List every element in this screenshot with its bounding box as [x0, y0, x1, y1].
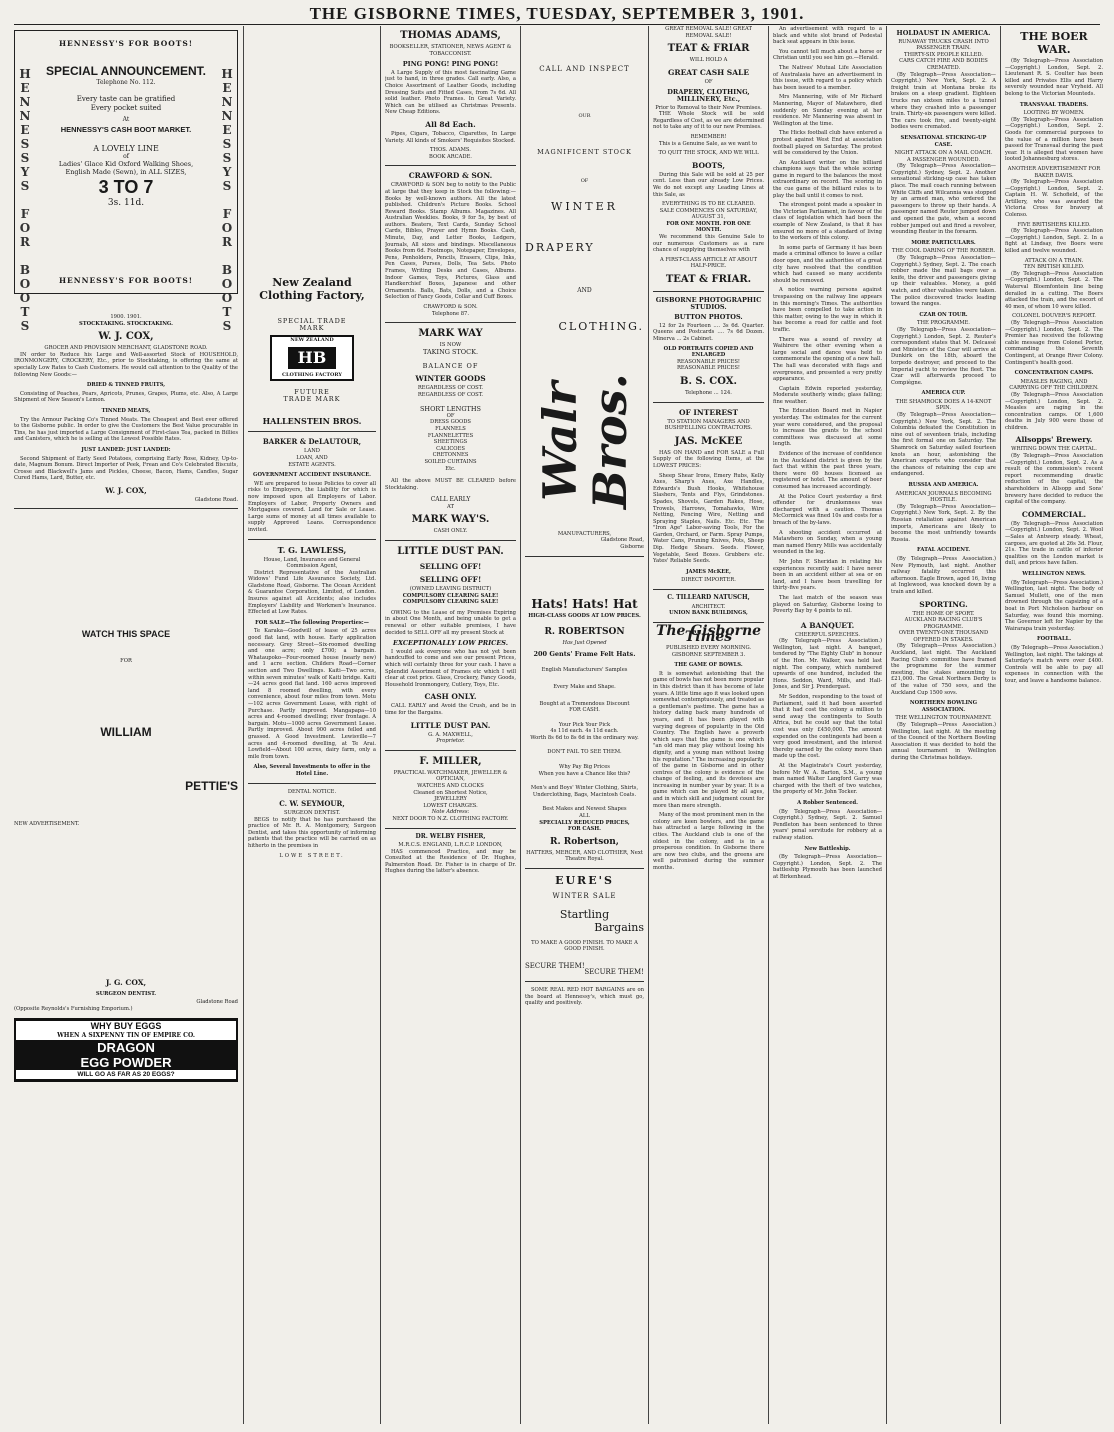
- robber-sentenced: A Robber Sentenced.: [797, 799, 858, 806]
- northern-bowling: NORTHERN BOWLING ASSOCIATION.: [909, 700, 978, 713]
- cheerful-speeches: CHEERFUL SPEECHES.: [795, 631, 860, 638]
- column-news-3: THE BOER WAR. (By Telegraph—Press Association—Copyright.) London, Sept. 2. Lieutenant R. S. Coulter has been killed and Privates Ellis and Harry severely wounded near Vryheid. All belong to the Victorian Mounteds. TRANSVAAL TRADERS. LOOTING BY WOMEN. (By Telegraph—Press Association—Copyright.) London, Sept. 2. Goods for commercial purposes to the value of a million have been passed for Transvaal during the past year. It is alleged that women have looted Johannesburg stores. ANOTHER ADVERTISEMENT FOR BAKER DAVIS. (By Telegraph—Press Association—Copyright.) London, Sept. 2. Captain H. W. Schofield, of the Artillery, who was awarded the Victoria Cross for bravery at Colenso. FIVE BRITISHERS KILLED. (By Telegraph—Press Association—Copyright.) London, Sept. 2. In a fight at Lindsay, five Boers were killed and twelve wounded. ATTACK ON A TRAIN. TEN BRITISH KILLED. (By Telegraph—Press Association—Copyright.) London, Sept. 2. The Waterval Bloemfontein line being derailed in a cutting. The Boers attacked the train, and the escort of 40 men, of whom 10 were killed. COLONEL DOUVER'S REPORT. (By Telegraph—Press Association—Copyright.) London, Sept. 2. The Premier has received the following cable message from Colonel Porter, commanding the Seventh Contingent, at Orange River Colony. Contingent's health good. CONCENTRATION CAMPS. MEASLES RAGING, AND CARRYING OFF THE CHILDREN. (By Telegraph—Press Association—Copyright.) London, Sept. 2. Measles are raging in the concentration camps. Of 1,600 deaths in July 900 were those of children. Allsopps' Brewery. WRITING DOWN THE CAPITAL. (By Telegraph—Press Association—Copyright.) London, Sept. 2. As a result of the commission's recent report recommending drastic reduction of the capital, the shareholders in Allsopp and Sons' brewery have decided to reduce the capital of the company. COMMERCIAL. (By Telegraph—Press Association—Copyright.) London, Sept. 2. Wool—Sales at Antwerp steady. Wheat, cargoes, are quoted at 26s 3d. Flour, 21s. The trade in cattle of inferior qualities on the London market is dull, and prices have fallen. WELLINGTON NEWS. (By Telegraph—Press Association.) Wellington, last night. The body of Samuel Mullett, one of the men drowned through the capsizing of a boat in Port Nicholson harbour on Saturday, was found this morning. The Governor left for Napier by the Wairarapa train yesterday. FOOTBALL. (By Telegraph—Press Association.) Wellington, last night. The takings at Saturday's match were over £400. Controls will be able to pay all expenses in connection with the tour, and leave a handsome balance.: [1005, 30, 1103, 684]
- signature-logo: [525, 361, 644, 521]
- reasonable-2: REASONABLE PRICES!: [676, 365, 741, 372]
- cool-daring: THE COOL DARING OF THE ROBBER.: [891, 248, 996, 255]
- desc-line-1: Ladies' Glace Kid Oxford Walking Shoes,: [58, 160, 194, 169]
- column-rule: [380, 26, 381, 1424]
- lowest-charges: LOWEST CHARGES.: [423, 802, 478, 809]
- cars-fire: CARS CATCH FIRE AND BODIES CREMATED.: [899, 58, 988, 71]
- egg-powder-ad: [14, 1018, 238, 1082]
- gisborne: Gisborne: [620, 543, 644, 550]
- goods-3: FLANNELETTES: [427, 432, 474, 439]
- goods-6: CRETONNES: [432, 452, 469, 459]
- startling: Startling: [559, 907, 610, 921]
- lawless-sub: House, Land, Insurance and General Commission Agent,: [263, 556, 361, 570]
- column-rule: [243, 26, 244, 1424]
- when-chance: When you have a Chance like this?: [538, 770, 631, 777]
- special-announcement: SPECIAL ANNOUNCEMENT.: [45, 64, 206, 78]
- signature-script: Walr Bros.: [532, 372, 637, 509]
- lawless: T. G. LAWLESS,: [277, 544, 347, 555]
- fatal-accident: FATAL ACCIDENT.: [916, 547, 971, 554]
- future-label: FUTURE: [294, 388, 330, 397]
- for-label: FOR: [120, 658, 132, 665]
- column-clothing-factory: New Zealand Clothing Factory, SPECIAL TRADE MARK NEW ZEALAND HB CLOTHING FACTORY FUTURE TRADE MARK HALLENSTEIN BROS. BARKER & DeLAUTOUR, LAND LOAN, AND ESTATE AGENTS. GOVERNMENT ACCIDENT INSURANCE. WE are prepared to issue Policies to cover all risks to Employers, the Liability for which is now imposed upon all Employers of Labor. Employers of Labor, Property Owners and Mortgagees covered. Land for Sale or Lease. Large sums of money at all times available to supply Approved Loans. Correspondence invited. T. G. LAWLESS, House, Land, Insurance and General Commission Agent, District Representative of the Australian Widows' Fund Life Assurance Society, Ltd. Gladstone Road, Gisborne. The Ocean Accident & Guarantee Corporation, Limited, of London. Insures against all Accidents; also includes Employers' Liability and Workmen's Insurance. Effected at Low Rates. FOR SALE—The following Properties:— Te Karaka—Goodwill of lease of 25 acres good flat land, with house. Early application necessary. Grey Street—Six-roomed dwelling and one acre; only £700; a bargain. Whataupoko—Four-roomed house (nearly new) and 1 acre section. Childers Road—Corner section and Two Dwellings. Kaiti—Two acres, within seven minutes' walk of Kaiti bridge. Kaiti—24 acres good flat land. 160 acres improved land 8 roomed dwelling, with every convenience, about four miles from town. Motu—102 acres Government Lease, with right of Purchase. Partly improved. Mangapapa—10 acres and 4-roomed dwelling; river frontage. A bargain. Motu—1000 acres Government Lease. Partly improved. About 900 acres felled and grassed. A Good Investment. Lewisville—7 acres and 4-roomed dwelling, at Te Arai. Lowfield—About 100 acres, dairy farm, only a mile from town. Also, Several Investments to offer in the Hotel Line. DENTAL NOTICE. C. W. SEYMOUR, SURGEON DENTIST. BEGS to notify that he has purchased the practice of Mr. R. A. Montgomery, Surgeon Dentist, and takes this opportunity of informing patients that the practice will be carried on as hitherto in the premises in LOWE STREET.: [248, 276, 376, 859]
- secure-1: SECURE THEM!: [525, 961, 585, 970]
- also-investments: Also, Several Investments to offer in the Hotel Line.: [253, 764, 371, 777]
- specially-reduced: SPECIALLY REDUCED PRICES,: [539, 819, 630, 826]
- looting-women: LOOTING BY WOMEN.: [1023, 110, 1085, 117]
- your-pick: Your Pick Your Pick: [558, 721, 611, 728]
- all-label: ALL: [579, 813, 590, 820]
- drapery-clothing: DRAPERY, CLOTHING, MILLINERY, Etc.,: [667, 88, 750, 103]
- teat-friar-2: TEAT & FRIAR.: [665, 274, 752, 286]
- petties: PETTIE'S: [185, 779, 238, 794]
- column-rule: [520, 26, 521, 1424]
- goods-1: DRESS GOODS: [430, 419, 471, 426]
- eight-d-each: All 8d Each.: [425, 119, 476, 129]
- taking-stock: TAKING STOCK.: [422, 347, 479, 356]
- jg-road: Gladstone Road: [196, 999, 238, 1006]
- passenger-wounded: A PASSENGER WOUNDED.: [906, 156, 981, 163]
- drapery-word: DRAPERY: [525, 240, 595, 254]
- column-rule: [648, 26, 649, 1424]
- remember: REMEMBER!: [690, 133, 727, 140]
- desc-line-2: English Made (Sewn), in ALL SIZES,: [65, 168, 187, 177]
- nz-clothing-factory: New Zealand Clothing Factory,: [259, 276, 365, 302]
- compulsory-2: COMPULSORY CLEARING SALE!: [402, 599, 499, 606]
- gisborne-times-title: The Gisborne Times: [655, 622, 762, 646]
- writing-capital: WRITING DOWN THE CAPITAL.: [1011, 446, 1097, 453]
- short-lengths: SHORT LENGTHS: [419, 405, 482, 414]
- thomas-adams: THOMAS ADAMS,: [400, 30, 501, 41]
- selling-off-1: SELLING OFF!: [419, 562, 482, 572]
- every-make: Every Make and Shape.: [553, 683, 616, 690]
- watch-this-space: WATCH THIS SPACE: [81, 629, 171, 640]
- column-winter-drapery: [525, 26, 644, 1424]
- bs-cox: B. S. COX.: [680, 375, 737, 387]
- mckee-sign: JAMES McKEE,: [686, 568, 731, 575]
- a-banquet: A BANQUET.: [800, 620, 855, 630]
- clothing-word: CLOTHING.: [558, 320, 644, 334]
- of-label: OF: [446, 412, 455, 419]
- night-attack: NIGHT ATTACK ON A MAIL COACH.: [894, 150, 993, 157]
- eures: EURE'S: [555, 874, 614, 887]
- english-samples: English Manufacturers' Samples: [541, 667, 628, 674]
- adams-sub: BOOKSELLER, STATIONER, NEWS AGENT & TOBACCONIST.: [389, 44, 512, 57]
- czar-tour: CZAR ON TOUR.: [919, 311, 968, 318]
- boer-war: THE BOER WAR.: [1020, 30, 1088, 56]
- allsopps-brewery: Allsopps' Brewery.: [1015, 435, 1093, 445]
- secure-2: SECURE THEM!: [584, 968, 644, 977]
- cash-only-1: CASH ONLY.: [433, 528, 468, 535]
- stocktaking: STOCKTAKING. STOCKTAKING.: [79, 320, 173, 327]
- taste-line-1: Every taste can be gratified: [76, 94, 176, 103]
- lovely-line: A LOVELY LINE: [93, 143, 159, 153]
- sporting: SPORTING.: [919, 599, 968, 609]
- is-now: IS NOW: [439, 342, 462, 349]
- shop-name: HENNESSY'S CASH BOOT MARKET.: [60, 125, 192, 135]
- crawford-tel: Telephone 87.: [432, 310, 469, 317]
- egg-line-5: WILL GO AS FAR AS 20 EGGS?: [16, 1070, 236, 1079]
- dr-fisher: DR. WELBY FISHER,: [415, 832, 486, 840]
- mark-ways: MARK WAY'S.: [411, 514, 490, 526]
- high-class: HIGH-CLASS GOODS AT LOW PRICES.: [528, 612, 641, 619]
- new-advertisement: NEW ADVERTISEMENT.: [14, 821, 80, 828]
- hb-logo: [270, 335, 354, 381]
- for-cash-2: FOR CASH.: [568, 826, 601, 833]
- more-particulars: MORE PARTICULARS.: [911, 239, 976, 246]
- american-journals: AMERICAN JOURNALS BECOMING HOSTILE.: [895, 490, 992, 504]
- game-of-bowls: THE GAME OF BOWLS.: [674, 662, 743, 669]
- crawford-sign: CRAWFORD & SON.: [423, 304, 478, 310]
- column-adams: THOMAS ADAMS, BOOKSELLER, STATIONER, NEWS AGENT & TOBACCONIST. PING PONG! PING PONG! A Large Supply of this most fascinating Game just to hand, in three grades. Call early. Also, a Choice Assortment of Leather Goods, including Dressing Suits and Fitted Cases, from 7s 6d. All solid leather. Photo Frames. In Great Variety. Which can be utilised as Christmas Presents. New Cheap Editions. All 8d Each. Pipes, Cigars, Tobacco, Cigarettes, In Large Variety. All kinds of Smokers' Requisites Stocked. THOS. ADAMS. BOOK ARCADE. CRAWFORD & SON. CRAWFORD & SON beg to notify to the Public at large that they keep in Stock the following:— Books by well-known authors. All the latest published. Children's Picture Books. School Reward Books. Stamp Albums. Magazines. All Australian Weeklies. Books, 9 for 5s, by best of authors. Beaters, Text Cards, Sunday School Cards, Bibles, Prayer and Hymn Books. Cash, Minute, Day, and Letter Books, Ledgers, Journals, All sizes and bindings. Miscellaneous Books from 6d. Footmops, Notepaper, Envelopes, Pens, Penholders, Pencils, Erasers, Clips, Inks, Pen Cases, Purses, Dolls, Tea Sets. Photo Frames, Writing Desks and Cases, Albums. Indoor Games, Toys, Pictures, Glass and Handkerchief Boxes, Japanese and other Ornaments. Balls, Bats, Dolls, and a Choice Selection of Fancy Goods, Collar and Cuff Boxes. CRAWFORD & SON. Telephone 87. MARK WAY IS NOW TAKING STOCK. BALANCE OF WINTER GOODS REGARDLESS OF COST. REGARDLESS OF COST. SHORT LENGTHS OF DRESS GOODS FLANNELS FLANNELETTES SHEETINGS CALICOES CRETONNES SOILED CURTAINS Etc. All the above MUST BE CLEARED before Stocktaking. CALL EARLY AT MARK WAY'S. CASH ONLY. LITTLE DUST PAN. SELLING OFF! SELLING OFF! (OWNED LEAVING DISTRICT) COMPULSORY CLEARING SALE! COMPULSORY CLEARING SALE! OWING to the Lease of my Premises Expiring in about One Month, and being unable to get a renewal or other suitable premises, I have decided to SELL OFF all my present Stock at EXCEPTIONALLY LOW PRICES. I would ask everyone who has not yet been handcuffed to come and see our present Prices, which will certainly three for your cash. I have a Splendid Assortment of Frames etc which I will clear at cost price. Glass, Crockery, Fancy Goods, Household Ironmongery, Cutlery, Toys, Etc. CASH ONLY. CALL EARLY and Avoid the Crush, and be in time for the Bargains. LITTLE DUST PAN. G. A. MAXWELL, Proprietor. F. MILLER, PRACTICAL WATCHMAKER, JEWELLER & OPTICIAN, WATCHES AND CLOCKS Cleaned on Shortest Notice, JEWELLERY LOWEST CHARGES. Note Address: NEXT DOOR TO N.Z. CLOTHING FACTORY. DR. WELBY FISHER, M.R.C.S. ENGLAND, L.R.C.P. LONDON, HAS commenced Practice, and may be Consulted at the Residence of Dr. Hughes, Palmerston Road. Dr. Fisher is in charge of Dr. Hughes during the latter's absence.: [385, 30, 516, 875]
- auckland-racing: AUCKLAND RACING CLUB'S PROGRAMME.: [904, 617, 983, 630]
- wellington-news: WELLINGTON NEWS.: [1022, 570, 1086, 577]
- miller-sub: PRACTICAL WATCHMAKER, JEWELLER & OPTICIAN,: [393, 769, 508, 783]
- old-portraits: OLD PORTRAITS COPIED AND ENLARGED: [663, 345, 754, 359]
- egg-line-3: DRAGON: [16, 1040, 236, 1055]
- land-label: LAND: [304, 448, 320, 455]
- call-inspect: CALL AND INSPECT: [539, 65, 630, 73]
- hallenstein-bros: HALLENSTEIN BROS.: [262, 416, 362, 427]
- column-hennessy: HENNESSY'S FOR BOOTS! H E N N E S S Y S F O R B O O T S H E N N E S S Y S F O R B O O T S SPECIAL ANNOUNCEMENT. Telephone No. 112. Every taste can be gratified Every pocket suited At HENNESSY'S CASH BOOT MARKET. A LOVELY LINE of Ladies' Glace Kid Oxford Walking Shoes, English Made (Sewn), in ALL SIZES, 3 TO 7 3s. 11d. HENNESSY'S FOR BOOTS! 1900. 1901. STOCKTAKING. STOCKTAKING. W. J. COX, GROCER AND PROVISION MERCHANT, GLADSTONE ROAD. IN order to Reduce his Large and Well-assorted Stock of HOUSEHOLD, IRONMONGERY, CROCKERY, Etc., prior to Stocktaking, is offering the same at specially Low Rates to Cash Customers. He would call attention to the Quality of the following New Goods:— DRIED & TINNED FRUITS, Consisting of Peaches, Pears, Apricots, Prunes, Grapes, Plums, etc. Also, A Large Shipment of New Season's Lemon. TINNED MEATS, Try the Armour Packing Co's Tinned Meats. The Cheapest and Best ever offered to the Gisborne public. In order to give the Customers the Best Value procurable in Tins, he has just imported a Large Consignment of First-class Tea, packed in Billies and Canisters, which he is selling at the Lowest Possible Rates. JUST LANDED: JUST LANDED: Second Shipment of Early Seed Potatoes, comprising Early Rose, Kidney, Up-to-date, Magnum Bonum. Direct Importer of Peek, Frean and Co's Celebrated Biscuits, Crosse and Blackwell's Jams and Pickles, Cheese, Bacon, Hams, Candles, Sugar Cured Hams, Lard, Butter, etc. W. J. COX, Gladstone Road. WATCH THIS SPACE FOR WILLIAM PETTIE'S NEW ADVERTISEMENT. J. G. COX, SURGEON DENTIST. Gladstone Road (Opposite Reynolds's Furnishing Emporium.) WHY BUY EGGS WHEN A SIXPENNY TIN OF EMPIRE CO. DRAGON EGG POWDER WILL GO AS FAR AS 20 EGGS?: [14, 26, 238, 1424]
- over-twenty-one: OVER TWENTY-ONE THOUSAND OFFERED IN STAKES.: [898, 630, 989, 643]
- boots: BOOTS,: [692, 160, 725, 170]
- union-bank: UNION BANK BUILDINGS,: [669, 610, 748, 617]
- best-makes: Best Makes and Newest Shapes: [542, 806, 627, 813]
- of-label: OF: [580, 177, 589, 184]
- mens-clothing: Men's and Boys' Winter Clothing, Shirts, Underclothing, Bags, Macintosh Coats.: [530, 785, 639, 798]
- goods-7: SOILED CURTAINS: [424, 458, 477, 465]
- winter-word: WINTER: [551, 200, 618, 214]
- first-class: A FIRST-CLASS ARTICLE AT ABOUT HALF-PRICE.: [659, 256, 758, 270]
- tinned-meats: TINNED MEATS,: [101, 407, 151, 414]
- maxwell: G. A. MAXWELL,: [428, 731, 473, 738]
- thirty-six: THIRTY-SIX PEOPLE KILLED.: [904, 51, 983, 58]
- hennessy-banner-bottom: HENNESSY'S FOR BOOTS!: [58, 276, 194, 285]
- america-cup: AMERICA CUP.: [921, 390, 966, 397]
- manufacturers: MANUFACTURERS,: [557, 530, 612, 537]
- felt-hats: 200 Gents' Frame Felt Hats.: [533, 649, 636, 658]
- just-landed: JUST LANDED: JUST LANDED:: [81, 446, 171, 453]
- five-britishers: FIVE BRITISHERS KILLED.: [1017, 221, 1091, 228]
- hennessy-side-left: H E N N E S S Y S F O R B O O T S: [19, 67, 31, 333]
- great-cash-sale: GREAT CASH SALE: [667, 67, 750, 77]
- transvaal-traders: TRANSVAAL TRADERS.: [1019, 101, 1089, 108]
- for-cash-1: FOR CASH.: [569, 707, 600, 714]
- gov-insurance: GOVERNMENT ACCIDENT INSURANCE.: [253, 472, 371, 479]
- hb-logo-mid: HB: [288, 347, 336, 369]
- teat-friar: TEAT & FRIAR: [667, 43, 750, 55]
- prior-removal: Prior to Removal to their New Premises.: [655, 104, 762, 111]
- loan-label: LOAN, AND: [296, 454, 328, 461]
- column-news-2: HOLDAUST IN AMERICA. RUNAWAY TRUCKS CRASH INTO PASSENGER TRAIN. THIRTY-SIX PEOPLE KILLED. CARS CATCH FIRE AND BODIES CREMATED. (By Telegraph—Press Association—Copyright.) New York, Sept. 2. A freight train at Montana broke its brakes on a steep gradient. Eighteen trucks ran sixteen miles to a tunnel where they crashed into a passenger train. Thirty-six passengers were killed. The cars took fire, and twenty-eight bodies were cremated. SENSATIONAL STICKING-UP CASE. NIGHT ATTACK ON A MAIL COACH. A PASSENGER WOUNDED. (By Telegraph—Press Association—Copyright.) Sydney, Sept. 2. Another sensational sticking-up case has taken place. The mail coach running between White Cliffs and Wilcannia was stopped by an armed man, who ordered the passengers to throw up their hands. A passenger named Reuter jumped down and opened the gate, when a second robber jumped out and fired a revolver, wounding Reuter in the forearm. MORE PARTICULARS. THE COOL DARING OF THE ROBBER. (By Telegraph—Press Association—Copyright.) Sydney, Sept. 2. The coach robber made the mail bags over a knife, the driver and passengers giving up their valuables. Money, a gold watch, and other valuables were taken. The police discovered tracks leading toward the ranges. CZAR ON TOUR. THE PROGRAMME. (By Telegraph—Press Association—Copyright.) London, Sept. 2. Reuter's correspondent states that M. Delcassé and Ministers of the Czar will arrive at Dunkirk on the 18th, aboard the torpedo destroyer, and proceed to the Imperial yacht to review the fleet. The Czar will afterwards proceed to Compiègne. AMERICA CUP. THE SHAMROCK DOES A 14-KNOT SPIN. (By Telegraph—Press Association—Copyright.) New York, Sept. 2. The Columbia defeated the Constitution in nine out of seventeen trials, including the first formal one on Saturday. The Shamrock on Saturday sailed fourteen knots an hour, astonishing the American experts who consider that the chances of retaining the cup are endangered. RUSSIA AND AMERICA. AMERICAN JOURNALS BECOMING HOSTILE. (By Telegraph—Press Association—Copyright.) New York, Sept. 2. By the Russian retaliation against American imports, Americans are likely to become the most unfriendly towards Russia. FATAL ACCIDENT. (By Telegraph—Press Association.) New Plymouth, last night. Another railway fatality occurred this afternoon. Eagle Brown, aged 16, living at Inglewood, was knocked down by a train and killed. SPORTING. THE HOME OF SPORT. AUCKLAND RACING CLUB'S PROGRAMME. OVER TWENTY-ONE THOUSAND OFFERED IN STAKES. (By Telegraph—Press Association.) Auckland, last night. The Auckland Racing Club's committee have framed the programme for the summer meeting, the stakes amounting to £21,000. The Great Northern Derby is of the value of 750 sovs, and the Auckland Cup 1500 sovs. NORTHERN BOWLING ASSOCIATION. THE WELLINGTON TOURNAMENT. (By Telegraph—Press Association.) Wellington, last night. At the meeting of the Council of the Northern Bowling Association it was decided to hold the annual tournament in Wellington during the Christmas holidays.: [891, 29, 996, 761]
- station-managers: TO STATION MANAGERS AND BUSHFELLING CONTRACTORS.: [664, 418, 753, 432]
- jg-cox: J. G. COX,: [105, 977, 147, 987]
- winter-sale: WINTER SALE: [552, 892, 617, 900]
- architect: ARCHITECT.: [691, 603, 726, 610]
- telephone: Telephone No. 112.: [96, 79, 156, 86]
- goods-4: SHEETINGS: [433, 439, 468, 446]
- natusch: C. TILLEARD NATUSCH,: [667, 594, 750, 602]
- r-robertson: R. ROBERTSON: [544, 627, 625, 638]
- of-label: of: [123, 152, 129, 160]
- at-label: AT: [447, 503, 454, 510]
- another-advertisement: ANOTHER ADVERTISEMENT FOR BAKER DAVIS.: [1007, 165, 1101, 179]
- and-word: AND: [577, 286, 592, 294]
- bs-tel: Telephone ... 124.: [685, 389, 732, 396]
- shamrock: THE SHAMROCK DOES A 14-KNOT SPIN.: [895, 398, 992, 412]
- attack-train: ATTACK ON A TRAIN.: [1024, 257, 1084, 264]
- dont-fail: DON'T FAIL TO SEE THEM.: [547, 749, 622, 756]
- bargains: Bargains: [594, 920, 644, 934]
- holdaust-america: HOLDAUST IN AMERICA.: [896, 29, 991, 37]
- wellington-tournament: THE WELLINGTON TOURNAMENT.: [895, 715, 992, 722]
- mckee-sub: DIRECT IMPORTER.: [681, 577, 736, 584]
- little-dust-pan-2: LITTLE DUST PAN.: [410, 720, 491, 730]
- taste-line-2: Every pocket suited: [90, 103, 162, 112]
- jg-opposite: (Opposite Reynolds's Furnishing Emporium.): [14, 1005, 133, 1012]
- mark-label: MARK: [299, 323, 325, 332]
- sensational-sticking: SENSATIONAL STICKING-UP CASE.: [900, 134, 987, 148]
- mark-way: MARK WAY: [418, 328, 483, 340]
- our-label: OUR: [578, 112, 591, 119]
- worth: Worth 8s 6d to 8s 6d in the ordinary way.: [530, 734, 639, 741]
- jewellery: JEWELLERY: [434, 796, 467, 803]
- price: 3s. 11d.: [107, 198, 145, 209]
- magnificent-stock: MAGNIFICENT STOCK: [537, 148, 632, 157]
- hatters: HATTERS, MERCER, AND CLOTHIER, Next Theatre Royal.: [526, 849, 643, 863]
- egg-line-4: EGG POWDER: [16, 1055, 236, 1070]
- why-pay: Why Pay Big Prices: [559, 764, 610, 771]
- bought-discount: Bought at a Tremendous Discount: [539, 700, 630, 707]
- proprietor: Proprietor.: [436, 738, 465, 745]
- cox-name: W. J. COX,: [98, 331, 154, 343]
- dental-notice: DENTAL NOTICE.: [287, 788, 337, 795]
- of-interest: OF INTEREST: [678, 407, 739, 417]
- gladstone-road: Gladstone Road,: [600, 537, 644, 544]
- hats-heading: Hats! Hats! Hat: [531, 596, 638, 611]
- winter-goods: WINTER GOODS: [415, 373, 486, 383]
- ten-british: TEN BRITISH KILLED.: [1023, 264, 1085, 271]
- programme: THE PROGRAMME.: [917, 320, 970, 327]
- new-battleship: New Battleship.: [804, 845, 851, 852]
- hennessy-side-right: H E N N E S S Y S F O R B O O T S: [221, 67, 233, 333]
- watches-clocks: WATCHES AND CLOCKS: [417, 782, 484, 789]
- seymour-sub: SURGEON DENTIST.: [283, 810, 341, 817]
- concentration-camps: CONCENTRATION CAMPS.: [1014, 370, 1094, 377]
- f-miller: F. MILLER,: [419, 755, 482, 767]
- button-photos: BUTTON PHOTOS.: [674, 313, 743, 322]
- good-finish: TO MAKE A GOOD FINISH. TO MAKE A GOOD FINISH.: [531, 939, 638, 953]
- surgeon-dentist: SURGEON DENTIST.: [95, 990, 157, 997]
- seymour: C. W. SEYMOUR,: [279, 799, 345, 809]
- masthead: THE GISBORNE TIMES, TUESDAY, SEPTEMBER 3, 1901.: [309, 4, 805, 23]
- quit-stock: TO QUIT THE STOCK, AND WE WILL: [658, 150, 759, 157]
- egg-line-2: WHEN A SIXPENNY TIN OF EMPIRE CO.: [16, 1032, 236, 1040]
- everything: EVERYTHING IS TO BE CLEARED.: [662, 201, 755, 208]
- selling-off-2: SELLING OFF!: [419, 575, 482, 585]
- football: FOOTBALL.: [1036, 636, 1072, 643]
- note-address: Note Address:: [431, 809, 470, 816]
- column-rule: [768, 26, 769, 1424]
- mckee-agent: HAS ON HAND and FOR SALE a Full Supply of the following Items, at the LOWEST PRICES:: [653, 449, 764, 469]
- special-trade: SPECIAL TRADE: [277, 317, 347, 325]
- column-teat-friar: GREAT REMOVAL SALE! GREAT REMOVAL SALE! TEAT & FRIAR WILL HOLD A GREAT CASH SALE OF DRAPERY, CLOTHING, MILLINERY, Etc., Prior to Removal to their New Premises. THE Whole Stock will be sold Regardless of Cost, as we are determined not to take any of it to our new Premises. REMEMBER! This is a Genuine Sale, as we want to TO QUIT THE STOCK, AND WE WILL BOOTS, During this Sale will be sold at 25 per cent. Less than our already Low Prices. We do not except any Leading Lines at this Sale, as EVERYTHING IS TO BE CLEARED. SALE COMMENCES ON SATURDAY, AUGUST 31, FOR ONE MONTH. FOR ONE MONTH. We recommend this Genuine Sale to our numerous Customers as a rare chance of supplying themselves with A FIRST-CLASS ARTICLE AT ABOUT HALF-PRICE. TEAT & FRIAR. GISBORNE PHOTOGRAPHIC STUDIOS. BUTTON PHOTOS. 12 for 2s Fourteen .... 3s 6d. Quarter. Queens and Postcards .... 7s 6d Dozen. Minerva ... 2s Cabinet. OLD PORTRAITS COPIED AND ENLARGED REASONABLE PRICES! REASONABLE PRICES! B. S. COX. Telephone ... 124. OF INTEREST TO STATION MANAGERS AND BUSHFELLING CONTRACTORS. JAS. McKEE HAS ON HAND and FOR SALE a Full Supply of the following Items, at the LOWEST PRICES: Sheep Shear Irons, Emery Rubs, Kelly Axes, Sharp's Axes, Axe Handles, Edwards's Bush Hooks, Whitehouse Slashers, Tents and Flys, Grindstones. Spades, Shovels, Garden Rakes, Hose, Trowels, Harrows, Tomahawks, Wire Netting, Fencing Wire, Netting and Spraying Staples, Nails. Etc. Etc. The "Iron Age" Labor-saving Tools, For the Garden, Orchard, or Farm. Spray Pumps, Water Cans, Pruning Knives, Pots, Sheep Dip. Hedge Shears. Seeds. Flower, Vegetable, Seed Boxes. Grubbers etc. Yates' Reliable Seeds. JAMES McKEE, DIRECT IMPORTER. C. TILLEARD NATUSCH, ARCHITECT. UNION BANK BUILDINGS, The Gisborne Times PUBLISHED EVERY MORNING. GISBORNE SEPTEMBER 3. THE GAME OF BOWLS. It is somewhat astonishing that the game of bowls has not been more popular in this district than it has become of late years. A little time ago it was looked upon somewhat contemptuously, and treated as a gentleman's pastime. The game has a history dating back many hundreds of years, and it has been played with varying degrees of popularity in the Old Country. The English have a proverb which says that the game is one which "an old man may play without losing his dignity, and a young man without losing his reputation." The increasing popularity of the game in Gisborne and in other centres of the colony is evidence of the change of feeling, and its devotees are increasing in number year by year. It is a game which can be played by all ages, and in which skill and judgment count for more than mere strength. Many of the most prominent men in the colony are keen bowlers, and the game has attracted a large following in the cities. The Auckland club is one of the oldest in the colony, and is in a prosperous condition. In Gisborne there are now two clubs, and the greens are well patronised during the summer months.: [653, 26, 764, 871]
- just-opened: Has Just Opened: [562, 640, 607, 647]
- regardless-2: REGARDLESS OF COST.: [417, 391, 484, 398]
- crawford-son: CRAWFORD & SON.: [408, 171, 493, 181]
- owned-leaving: (OWNED LEAVING DISTRICT): [409, 586, 492, 593]
- home-sport: THE HOME OF SPORT.: [912, 610, 975, 617]
- goods-2: FLANNELS: [435, 425, 466, 432]
- adams-sign: THOS. ADAMS.: [430, 147, 471, 154]
- reasonable-1: REASONABLE PRICES!: [676, 358, 741, 365]
- sizes: 3 TO 7: [98, 177, 154, 198]
- cash-only-2: CASH ONLY.: [424, 692, 477, 702]
- will-hold: WILL HOLD A: [689, 57, 728, 64]
- fisher-sub: M.R.C.S. ENGLAND, L.R.C.P. LONDON,: [398, 842, 503, 849]
- dried-fruits: DRIED & TINNED FRUITS,: [86, 382, 166, 389]
- photo-studios: GISBORNE PHOTOGRAPHIC STUDIOS.: [655, 296, 762, 311]
- published: PUBLISHED EVERY MORNING.: [665, 645, 752, 651]
- commences: SALE COMMENCES ON SATURDAY, AUGUST 31,: [659, 207, 758, 221]
- trade-mark-label: TRADE MARK: [283, 394, 341, 403]
- balance-of: BALANCE OF: [422, 362, 479, 371]
- column-rule: [1000, 26, 1001, 1424]
- r-robertson-2: R. Robertson,: [550, 836, 619, 847]
- william: WILLIAM: [100, 725, 152, 740]
- measles: MEASLES RAGING, AND CARRYING OFF THE CHILDREN.: [1009, 378, 1099, 392]
- priced-each: 4s 11d each. 4s 11d each.: [550, 728, 619, 735]
- book-arcade: BOOK ARCADE.: [429, 153, 472, 160]
- hennessy-banner-top: HENNESSY'S FOR BOOTS!: [58, 39, 194, 48]
- stock-years: 1900. 1901.: [110, 314, 142, 320]
- for-sale: FOR SALE—The following Properties:—: [255, 619, 369, 626]
- goods-5: CALICOES: [436, 445, 465, 452]
- at-label: At: [122, 115, 130, 123]
- hb-logo-top: NEW ZEALAND: [290, 337, 334, 344]
- one-month: FOR ONE MONTH. FOR ONE MONTH.: [666, 220, 751, 234]
- column-news-1: An advertisement with regard to a black and white slot brand of Pedestal back seat appears in this issue. You cannot tell much about a horse or Christian until you see him go.—Herald. The Natives' Mutual Life Association of Australasia have an advertisement in this issue, with regard to a policy which has been issued to a member. Mrs Mannering, wife of Mr Richard Mannering, Mayor of Matawhero, died suddenly on Sunday evening at her residence. Mr Mannering was absent in Wellington at the time. The Hicks football club have entered a protest against West End at association football played on Saturday. The protest will be considered by the Union. An Auckland writer on the billiard champions says that the whole scoring game in regard to the balances the most extraordinary on record. The scoring in the cue game of the billiard rules is to play the ball until it comes to rest. The strongest point made a speaker in the Victorian Parliament, in favour of the class of legislation which had been the example of New Zealand, is that it has ensured no more of a standard of living to the workers of this colony. In some parts of Germany it has been made a criminal offence to leave a cellar door open, and the authorities of a great city have resolved that the condition which had caused so many accidents should be removed. A notice warning persons against trespassing on the railway line appears in this morning's Times. The authorities have been compelled to take action in this matter, owing to the way in which it has become a road for cattle and foot traffic. There was a sound of revelry at Waihirere the other evening when a large social and dance was held to commemorate the opening of a new hall. The hall was decorated with flags and evergreens, and presented a very pretty appearance. Captain Edwin reported yesterday, Moderate southerly winds; glass falling; fine weather. The Education Board met in Napier yesterday. The estimates for the current year were considered, and the proposal to increase the grants to the school committees was discussed at some length. Evidence of the increase of confidence in the Auckland district is given by the fact that within the past three years, there were 60 houses licensed as registered or hotel. The amount of beer consumed has increased accordingly. At the Police Court yesterday a first offender for drunkenness was discharged with a caution. Thomas McCormick was fined 10s and costs for a breach of the by-laws. A shooting accident occurred at Matawhero on Sunday, when a young man named Henry Mills was accidentally wounded in the leg. Mr John F. Sheridan in relating his experiences recently said: I have never been in an accident either at sea or on land, and I have been travelling for thirty-five years. The last match of the season was played on Saturday, Gisborne losing to Poverty Bay by 4 points to nil. A BANQUET. CHEERFUL SPEECHES. (By Telegraph—Press Association.) Wellington, last night. A banquet, tendered by "The Eighty Club" in honour of the Hon. Mr. Walker, was held last night. The company, which numbered upwards of one hundred, included the Hons. Seddon, Ward, Mills, and Hall-Jones, and Sir J. Prendergast. Mr Seddon, responding to the toast of Parliament, said it had been asserted that it had cost the colony a million to send away the contingents to South Africa, but he could say that the total cost was only £450,000. The amount expended on the contingents had been a very good investment, and the interest thereby earned by the colony more than made up the cost. At the Magistrate's Court yesterday, before Mr W. A. Barton, S.M., a young man named Walter Langford Garry was charged with the theft of two watches, the property of Mr. John Tocker. A Robber Sentenced. (By Telegraph—Press Association—Copyright.) Sydney, Sept. 2. Samuel Pendleton has been sentenced to three years' penal servitude for robbery at a railway station. New Battleship. (By Telegraph—Press Association—Copyright.) London, Sept. 2. The battleship Plymouth has been launched at Birkenhead.: [773, 26, 882, 880]
- cox-body: IN order to Reduce his Large and Well-assorted Stock of HOUSEHOLD, IRONMONGERY, CROCKERY, Etc., prior to Stocktaking, is offering the same at specially Low Rates to Cash Customers. He would call attention to the Quality of the following New Goods:—: [14, 351, 238, 378]
- regardless-1: REGARDLESS OF COST.: [417, 384, 484, 391]
- estate-label: ESTATE AGENTS.: [288, 461, 336, 468]
- commercial: COMMERCIAL.: [1021, 509, 1087, 519]
- exceptionally-low: EXCEPTIONALLY LOW PRICES.: [392, 639, 509, 648]
- column-rule: [886, 26, 887, 1424]
- lowe-street: LOWE STREET.: [279, 852, 345, 859]
- hennessy-footer: SOME REAL RED HOT BARGAINS are on the board at Hennessy's, which must go, quality and positively.: [525, 986, 644, 1007]
- barker-delautour: BARKER & DeLAUTOUR,: [262, 437, 362, 447]
- cox-sign: W. J. COX,: [105, 485, 147, 495]
- ping-pong: PING PONG! PING PONG!: [402, 60, 499, 69]
- etc-label: Etc.: [445, 465, 456, 472]
- next-door: NEXT DOOR TO N.Z. CLOTHING FACTORY.: [392, 815, 509, 822]
- jas-mckee: JAS. McKEE: [674, 435, 743, 447]
- cox-road: Gladstone Road.: [194, 496, 238, 503]
- issue-date: GISBORNE SEPTEMBER 3.: [671, 651, 746, 658]
- hb-logo-bottom: CLOTHING FACTORY: [282, 372, 342, 379]
- compulsory-1: COMPULSORY CLEARING SALE!: [402, 592, 499, 599]
- of-label: OF: [704, 78, 713, 85]
- masthead-rule: [14, 24, 1100, 25]
- colonel-report: COLONEL DOUVER'S REPORT.: [1012, 313, 1096, 320]
- egg-line-1: WHY BUY EGGS: [16, 1021, 236, 1032]
- cleaned: Cleaned on Shortest Notice,: [413, 789, 488, 796]
- great-removal: GREAT REMOVAL SALE! GREAT REMOVAL SALE!: [665, 26, 752, 39]
- call-early: CALL EARLY: [430, 496, 471, 504]
- cox-sub: GROCER AND PROVISION MERCHANT, GLADSTONE ROAD.: [44, 345, 208, 352]
- runaway-trucks: RUNAWAY TRUCKS CRASH INTO PASSENGER TRAIN.: [898, 38, 989, 52]
- little-dust-pan: LITTLE DUST PAN.: [397, 546, 504, 558]
- russia-america: RUSSIA AND AMERICA.: [908, 482, 979, 488]
